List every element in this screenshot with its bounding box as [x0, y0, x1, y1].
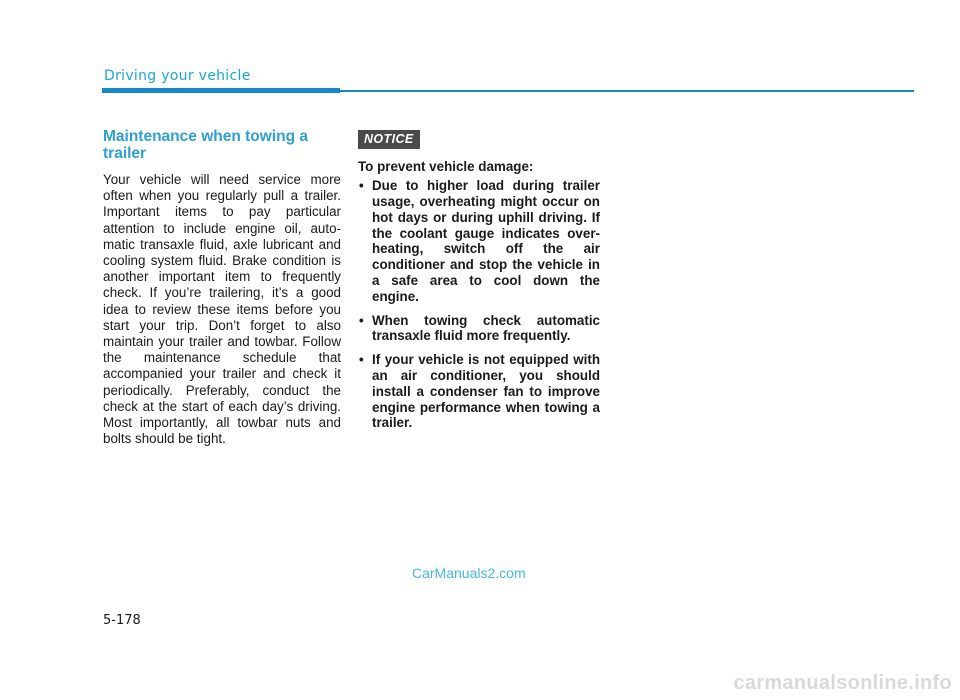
notice-badge: NOTICE	[358, 130, 420, 149]
header-rule-thick	[102, 88, 340, 93]
maintenance-paragraph: Your vehicle will need service more often when you regularly pull a trailer. Important items to pay particular attention to include engine oil, automatic transaxle fluid, axle lubricant and cooling system fluid. Brake condition is another important item to frequently check. If you’re trailering, it’s a good idea to review these items before you start your trip. Don’t forget to also maintain your trailer and towbar. Follow the maintenance schedule that accompanied your trailer and check it periodically. Preferably, conduct the check at the start of each day’s driving. Most importantly, all towbar nuts and bolts should be tight.	[103, 172, 341, 447]
bullet-icon: •	[359, 178, 364, 194]
notice-item	[358, 313, 600, 345]
notice-item	[358, 178, 600, 304]
watermark-link[interactable]: CarManuals2.com	[412, 565, 526, 581]
notice-item-text: If your vehicle is not equipped with an air conditioner, you should install a condenser fan to improve engine performance when towing a trailer.	[372, 352, 600, 431]
notice-item	[358, 352, 600, 431]
watermark-corner: carmanualsonline.info	[733, 672, 952, 694]
notice-list	[358, 178, 600, 431]
bullet-icon: •	[359, 352, 364, 368]
left-column	[103, 128, 341, 447]
notice-block	[358, 128, 600, 439]
header-rule-thin	[340, 90, 914, 92]
notice-item-text: When towing check automatic transaxle fluid more frequently.	[372, 312, 600, 344]
section-heading: Maintenance when towing a trailer	[103, 128, 308, 162]
notice-item-text: Due to higher load during trailer usage, overheating might occur on hot days or during uphill driving. If the coolant gauge indicates over-heating, switch off the air conditioner and stop the vehicle in a safe area to cool down the engine.	[372, 178, 600, 304]
section-header: Driving your vehicle	[104, 68, 251, 84]
bullet-icon: •	[359, 312, 364, 328]
page-number: 5-178	[103, 613, 141, 628]
notice-lead: To prevent vehicle damage:	[358, 159, 534, 174]
